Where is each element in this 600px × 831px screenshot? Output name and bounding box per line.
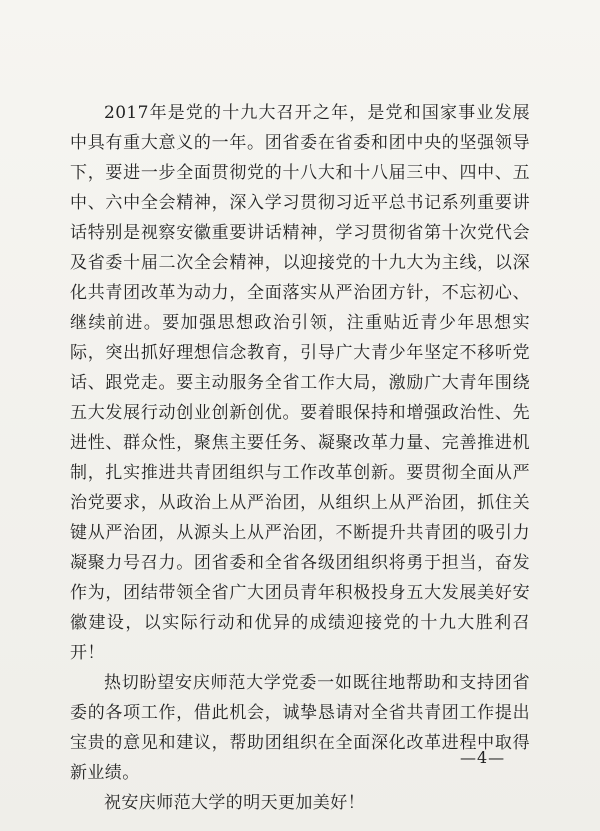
- paragraph-3: 祝安庆师范大学的明天更加美好！: [104, 793, 365, 813]
- paragraph-2: 热切盼望安庆师范大学党委一如既往地帮助和支持团省委的各项工作，借此机会，诚挚恳请对全省共青团工作提出宝贵的意见和建议，帮助团组织在全面深化改革进程中取得新业绩。: [70, 673, 530, 783]
- letter-body: [70, 98, 530, 818]
- paragraph-1: 2017年是党的十九大召开之年，是党和国家事业发展中具有重大意义的一年。团省委在省委和团中央的坚强领导下，要进一步全面贯彻党的十八大和十八届三中、四中、五中、六中全会精神，深入学习贯彻习近平总书记系列重要讲话特别是视察安徽重要讲话精神，学习贯彻省第十次党代会及省委十届二次全会精神，以迎接党的十九大为主线，以深化共青团改革为动力，全面落实从严治团方针，不忘初心、继续前进。要加强思想政治引领，注重贴近青少年思想实际，突出抓好理想信念教育，引导广大青少年坚定不移听党话、跟党走。要主动服务全省工作大局，激励广大青年围绕五大发展行动创业创新创优。要着眼保持和增强政治性、先进性、群众性，聚焦主要任务、凝聚改革力量、完善推进机制，扎实推进共青团组织与工作改革创新。要贯彻全面从严治党要求，从政治上从严治团，从组织上从严治团，抓住关键从严治团，从源头上从严治团，不断提升共青团的吸引力凝聚力号召力。团省委和全省各级团组织将勇于担当，奋发作为，团结带领全省广大团员青年积极投身五大发展美好安徽建设，以实际行动和优异的成绩迎接党的十九大胜利召开！: [70, 103, 530, 663]
- page-number: —4—: [460, 748, 506, 767]
